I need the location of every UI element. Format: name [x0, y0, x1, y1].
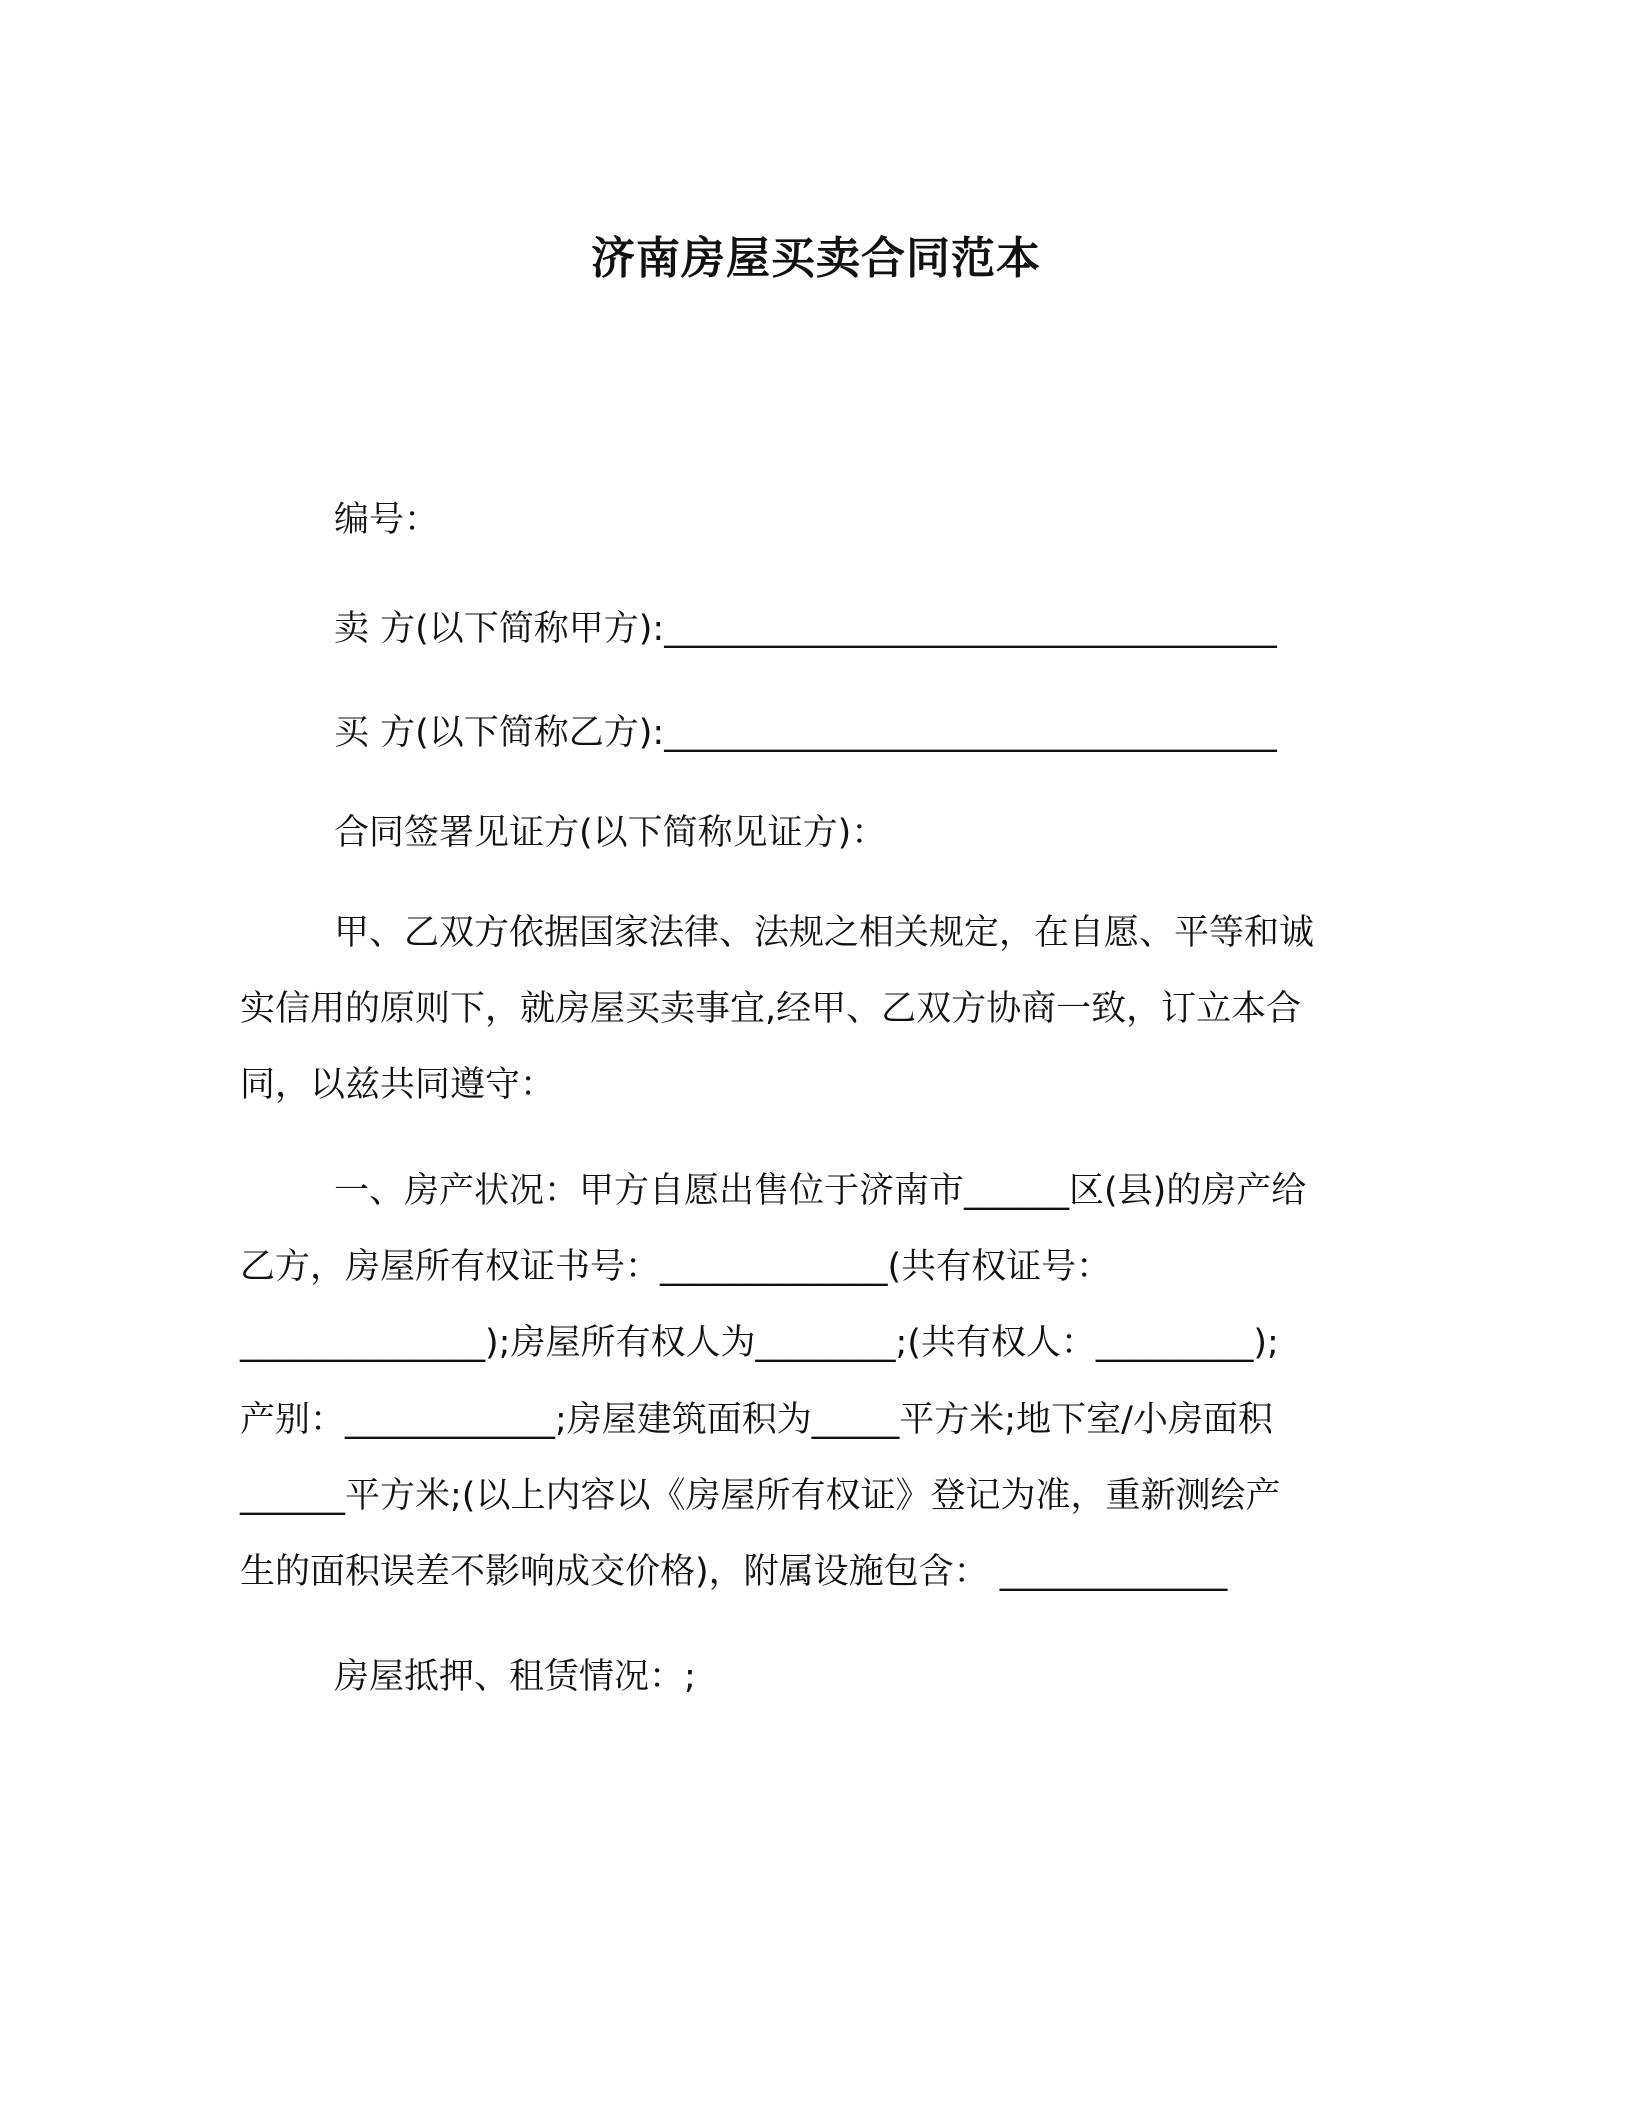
property-status-line-2: 乙方，房屋所有权证书号：_____________(共有权证号： — [240, 1247, 1112, 1287]
mortgage-lease-line: 房屋抵押、租赁情况：; — [334, 1657, 696, 1697]
property-status-line-6: 生的面积误差不影响成交价格)，附属设施包含： _____________ — [240, 1552, 1228, 1592]
contract-number-line: 编号： — [334, 500, 440, 540]
document-title: 济南房屋买卖合同范本 — [591, 233, 1041, 284]
seller-line: 卖 方(以下简称甲方):___________________________________ — [334, 609, 1277, 649]
property-status-line-4: 产别：____________;房屋建筑面积为_____平方米;地下室/小房面积 — [240, 1400, 1273, 1440]
witness-line: 合同签署见证方(以下简称见证方)： — [334, 813, 887, 853]
property-status-line-5: ______平方米;(以上内容以《房屋所有权证》登记为准，重新测绘产 — [240, 1476, 1281, 1516]
property-status-line-3: ______________);房屋所有权人为________;(共有权人：_________); — [240, 1323, 1279, 1363]
intro-paragraph-line-1: 甲、乙双方依据国家法律、法规之相关规定，在自愿、平等和诚 — [334, 913, 1315, 953]
intro-paragraph-line-2: 实信用的原则下，就房屋买卖事宜,经甲、乙双方协商一致，订立本合 — [240, 989, 1302, 1029]
intro-paragraph-line-3: 同，以兹共同遵守： — [240, 1065, 556, 1105]
buyer-line: 买 方(以下简称乙方):___________________________________ — [334, 713, 1277, 753]
property-status-line-1: 一、房产状况：甲方自愿出售位于济南市______区(县)的房产给 — [334, 1171, 1307, 1211]
